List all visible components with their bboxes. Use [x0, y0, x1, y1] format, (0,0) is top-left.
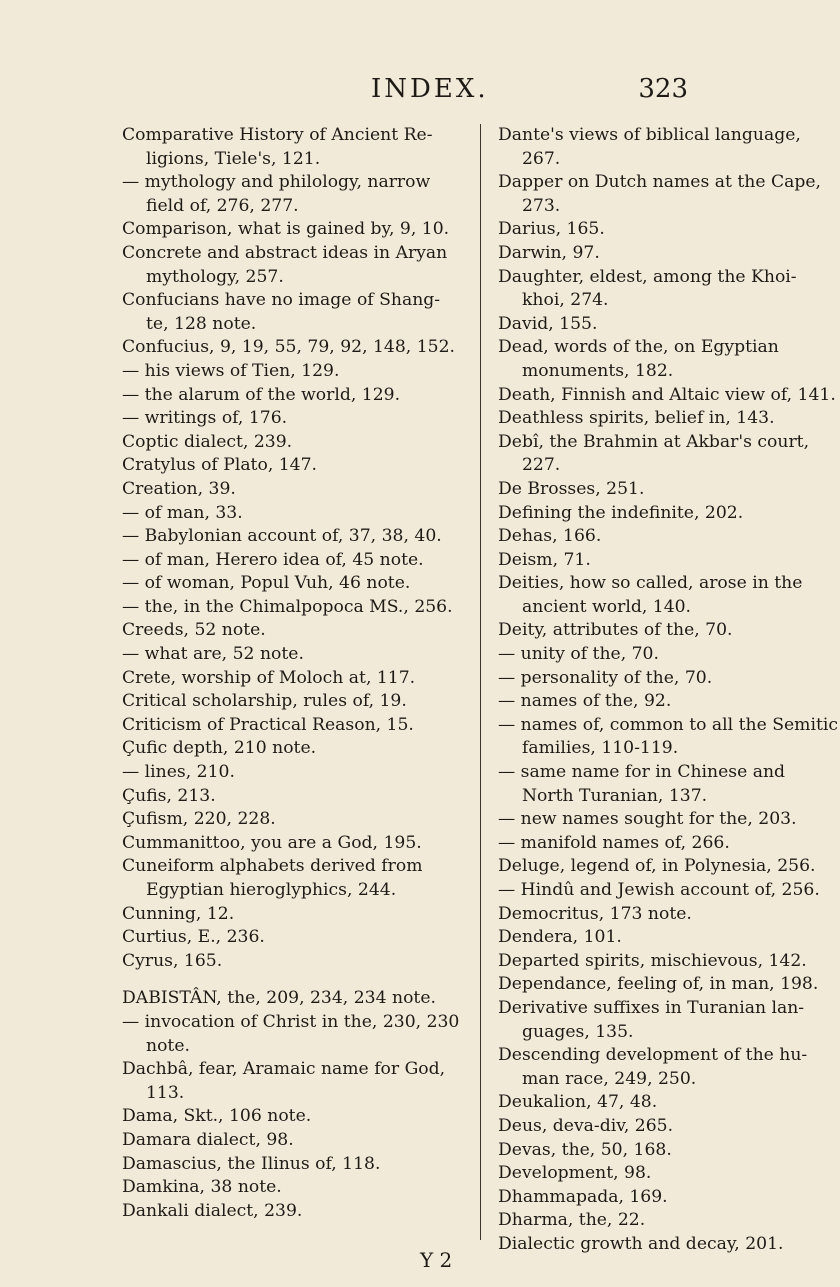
index-entry: Descending development of the hu- man race, 249, 250.: [498, 1045, 808, 1089]
index-entry: — personality of the, 70.: [498, 667, 713, 688]
index-entry: Cummanittoo, you are a God, 195.: [122, 832, 422, 853]
index-entry: — Hindû and Jewish account of, 256.: [498, 880, 820, 900]
index-entry: Dama, Skt., 106 note.: [122, 1106, 312, 1127]
index-entry: — the alarum of the world, 129.: [122, 384, 401, 405]
index-entry: David, 155.: [498, 313, 598, 334]
index-entry: — names of, common to all the Semitic families, 110-119.: [498, 714, 838, 759]
index-entry: Dehas, 166.: [498, 526, 602, 547]
index-entry: — of woman, Popul Vuh, 46 note.: [122, 573, 411, 594]
index-entry: Cunning, 12.: [122, 903, 235, 924]
index-entry: Dendera, 101.: [498, 927, 622, 948]
index-entry: Dialectic growth and decay, 201.: [498, 1233, 784, 1254]
index-entry: — names of the, 92.: [498, 691, 672, 712]
index-entry: Creation, 39.: [122, 478, 236, 499]
page-title: INDEX.: [371, 74, 489, 104]
index-entry: — invocation of Christ in the, 230, 230 note.: [122, 1011, 460, 1056]
index-entry: DABISTÂN, the, 209, 234, 234 note.: [122, 988, 436, 1009]
page-number: 323: [638, 74, 688, 104]
index-entry: Çufism, 220, 228.: [122, 809, 276, 830]
index-entry: Dependance, feeling of, in man, 198.: [498, 974, 819, 995]
index-entry: Development, 98.: [498, 1163, 652, 1184]
index-entry: Dead, words of the, on Egyptian monuments, 182.: [498, 337, 779, 381]
index-entry: — unity of the, 70.: [498, 644, 659, 665]
index-entry: Confucius, 9, 19, 55, 79, 92, 148, 152.: [122, 337, 455, 358]
index-entry: — writings of, 176.: [122, 408, 288, 429]
index-column-right: [498, 124, 840, 1257]
index-entry: Deus, deva-div, 265.: [498, 1115, 674, 1136]
signature-mark: Y 2: [420, 1248, 453, 1272]
index-entry: Damkina, 38 note.: [122, 1177, 282, 1198]
index-entry: Coptic dialect, 239.: [122, 431, 293, 452]
index-entry: Dhammapada, 169.: [498, 1186, 668, 1207]
index-entry: Defining the indefinite, 202.: [498, 502, 744, 523]
index-entry: Darwin, 97.: [498, 242, 600, 263]
index-entry: Cratylus of Plato, 147.: [122, 455, 318, 476]
index-entry: Death, Finnish and Altaic view of, 141.: [498, 384, 836, 405]
index-entry: Damara dialect, 98.: [122, 1129, 294, 1150]
index-entry: — of man, 33.: [122, 502, 243, 523]
index-entry: — of man, Herero idea of, 45 note.: [122, 549, 424, 570]
index-entry: Critical scholarship, rules of, 19.: [122, 691, 407, 712]
index-entry: Concrete and abstract ideas in Aryan mythology, 257.: [122, 242, 448, 287]
index-entry: Deathless spirits, belief in, 143.: [498, 408, 775, 429]
index-entry: — the, in the Chimalpopoca MS., 256.: [122, 596, 453, 617]
index-entry: — new names sought for the, 203.: [498, 809, 797, 830]
column-divider: [480, 124, 481, 1240]
index-entry: — manifold names of, 266.: [498, 832, 730, 853]
index-entry: Deity, attributes of the, 70.: [498, 620, 733, 641]
index-entry: Dante's views of biblical language, 267.: [498, 125, 801, 169]
index-entry: Departed spirits, mischievous, 142.: [498, 950, 807, 971]
index-entry: Cyrus, 165.: [122, 950, 223, 971]
index-entry: Damascius, the Ilinus of, 118.: [122, 1153, 381, 1174]
index-entry: — mythology and philology, narrow field of, 276, 277.: [122, 172, 431, 216]
index-entry: — his views of Tien, 129.: [122, 360, 340, 381]
index-entry: Deism, 71.: [498, 549, 591, 570]
index-entry: Debî, the Brahmin at Akbar's court, 227.: [498, 431, 810, 476]
index-entry: — lines, 210.: [122, 762, 235, 783]
index-entry: Dapper on Dutch names at the Cape, 273.: [498, 172, 822, 216]
index-entry: — what are, 52 note.: [122, 644, 304, 665]
index-entry: Devas, the, 50, 168.: [498, 1139, 672, 1160]
index-entry: — Babylonian account of, 37, 38, 40.: [122, 526, 442, 547]
index-entry: Curtius, E., 236.: [122, 927, 265, 948]
index-entry: Dachbâ, fear, Aramaic name for God, 113.: [122, 1059, 446, 1103]
index-entry: Comparative History of Ancient Re- ligions, Tiele's, 121.: [122, 125, 433, 169]
index-entry: Comparison, what is gained by, 9, 10.: [122, 219, 450, 240]
index-entry: Daughter, eldest, among the Khoi- khoi, 274.: [498, 266, 797, 311]
index-entry: Çufic depth, 210 note.: [122, 738, 317, 759]
index-entry: Deities, how so called, arose in the ancient world, 140.: [498, 573, 803, 617]
index-entry: Darius, 165.: [498, 219, 605, 240]
index-entry: — same name for in Chinese and North Turanian, 137.: [498, 762, 786, 806]
index-column-left: [122, 124, 464, 1223]
index-entry: Criticism of Practical Reason, 15.: [122, 714, 414, 735]
index-entry: Confucians have no image of Shang- te, 128 note.: [122, 290, 441, 334]
index-entry: Dharma, the, 22.: [498, 1210, 646, 1231]
index-entry: Deukalion, 47, 48.: [498, 1092, 658, 1113]
index-entry: Democritus, 173 note.: [498, 903, 692, 924]
index-entry: Derivative suffixes in Turanian lan- guages, 135.: [498, 997, 805, 1042]
index-entry: Cuneiform alphabets derived from Egyptian hieroglyphics, 244.: [122, 856, 423, 900]
running-header: [0, 74, 800, 114]
index-entry: De Brosses, 251.: [498, 478, 645, 499]
index-entry: Deluge, legend of, in Polynesia, 256.: [498, 856, 816, 877]
index-entry: Crete, worship of Moloch at, 117.: [122, 667, 416, 688]
index-entry: Dankali dialect, 239.: [122, 1200, 303, 1221]
index-entry: Creeds, 52 note.: [122, 620, 266, 641]
index-entry: Çufis, 213.: [122, 785, 216, 806]
